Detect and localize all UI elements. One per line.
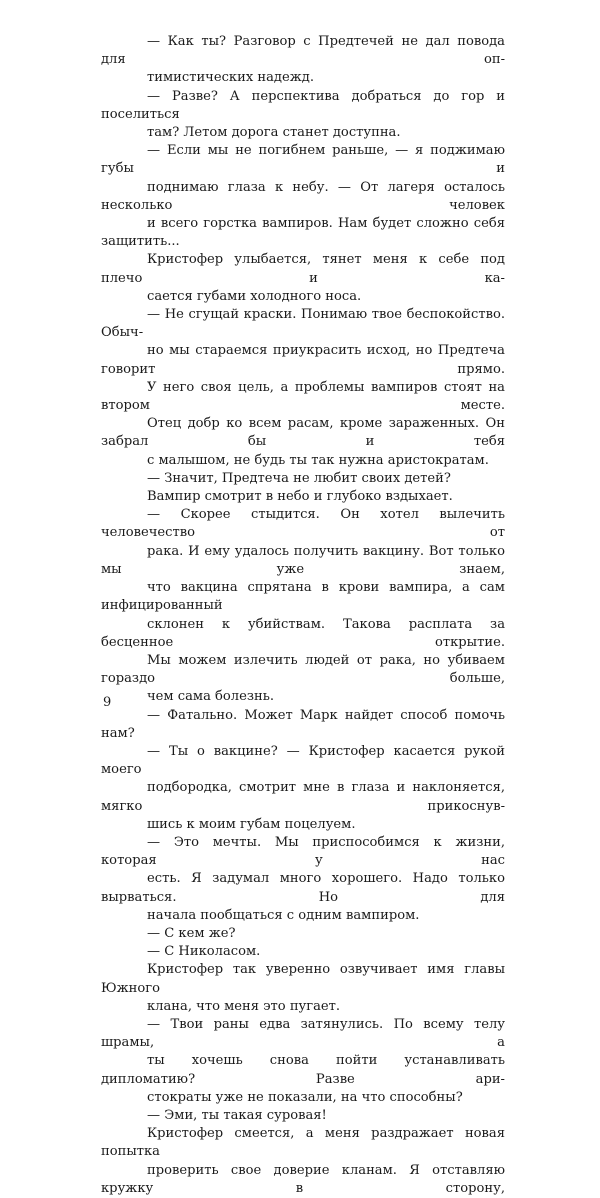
text-line: ты хочешь снова пойти устанавливать дипломатию? Разве ари- xyxy=(101,1053,505,1087)
text-line: Отец добр ко всем расам, кроме зараженных. Он забрал бы и тебя xyxy=(101,416,505,450)
text-line: Мы можем излечить людей от рака, но убиваем гораздо больше, xyxy=(101,652,505,687)
text-line: начала пообщаться с одним вампиром. xyxy=(147,907,420,923)
text-line: проверить свое доверие кланам. Я отставляю кружку в сторону, xyxy=(101,1162,505,1196)
text-line: и всего горстка вампиров. Нам будет сложно себя защитить... xyxy=(101,216,505,250)
text-line: поднимаю глаза к небу. — От лагеря осталось несколько человек xyxy=(101,179,505,213)
text-line: с малышом, не будь ты так нужна аристократам. xyxy=(147,452,489,468)
text-line: клана, что меня это пугает. xyxy=(147,998,341,1014)
paragraph xyxy=(101,743,505,834)
text-line: — С Николасом. xyxy=(147,944,261,960)
text-line: — Скорее стыдится. Он хотел вылечить человечество от xyxy=(101,507,505,541)
text-line: — Разве? А перспектива добраться до гор и поселиться xyxy=(101,88,505,122)
paragraph xyxy=(101,707,505,743)
paragraph xyxy=(101,506,505,706)
text-line: рака. И ему удалось получить вакцину. Вот только мы уже знаем, xyxy=(101,543,505,577)
text-line: шись к моим губам поцелуем. xyxy=(147,816,356,832)
text-line: — Значит, Предтеча не любит своих детей? xyxy=(147,470,451,486)
paragraph xyxy=(101,961,505,1016)
paragraph xyxy=(101,1016,505,1107)
text-line: — Не сгущай краски. Понимаю твое беспокойство. Обыч- xyxy=(101,307,505,341)
paragraph xyxy=(101,925,505,943)
text-line: Кристофер так уверенно озвучивает имя главы Южного xyxy=(101,962,505,996)
paragraph xyxy=(101,1125,505,1198)
text-line: — Ты о вакцине? — Кристофер касается рукой моего xyxy=(101,743,505,778)
paragraph xyxy=(101,33,505,88)
text-line: — Фатально. Может Марк найдет способ помочь нам? xyxy=(101,707,505,741)
text-line: там? Летом дорога станет доступна. xyxy=(147,125,401,141)
text-line: подбородка, смотрит мне в глаза и наклоняется, мягко прикоснув- xyxy=(101,780,505,814)
text-line: чем сама болезнь. xyxy=(147,689,275,705)
page-number: 9 xyxy=(103,695,112,710)
text-line: — Если мы не погибнем раньше, — я поджимаю губы и xyxy=(101,143,505,177)
text-line: но мы стараемся приукрасить исход, но Предтеча говорит прямо. xyxy=(101,343,505,377)
paragraph xyxy=(101,88,505,143)
text-line: тимистических надежд. xyxy=(147,70,314,86)
text-line: Кристофер смеется, а меня раздражает новая попытка xyxy=(101,1126,505,1160)
paragraph xyxy=(101,306,505,470)
text-line: сается губами холодного носа. xyxy=(147,288,362,304)
text-line: — Твои раны едва затянулись. По всему телу шрамы, а xyxy=(101,1016,505,1051)
body-text xyxy=(101,33,505,1198)
paragraph xyxy=(101,834,505,925)
paragraph xyxy=(101,488,505,506)
text-line: есть. Я задумал много хорошего. Надо только вырваться. Но для xyxy=(101,871,505,905)
text-line: — Это мечты. Мы приспособимся к жизни, которая у нас xyxy=(101,834,505,869)
text-line: Вампир смотрит в небо и глубоко вздыхает. xyxy=(147,489,453,505)
paragraph xyxy=(101,1107,505,1125)
text-line: Кристофер улыбается, тянет меня к себе под плечо и ка- xyxy=(101,252,505,286)
paragraph xyxy=(101,943,505,961)
text-line: склонен к убийствам. Такова расплата за бесценное открытие. xyxy=(101,616,505,650)
text-line: — Как ты? Разговор с Предтечей не дал повода для оп- xyxy=(101,34,505,68)
paragraph xyxy=(101,142,505,251)
text-line: — С кем же? xyxy=(147,925,236,941)
text-line: У него своя цель, а проблемы вампиров стоят на втором месте. xyxy=(101,379,505,414)
text-line: что вакцина спрятана в крови вампира, а сам инфицированный xyxy=(101,580,505,614)
paragraph xyxy=(101,470,505,488)
text-line: — Эми, ты такая суровая! xyxy=(147,1107,327,1123)
text-line: стократы уже не показали, на что способны? xyxy=(147,1089,463,1105)
paragraph xyxy=(101,251,505,306)
